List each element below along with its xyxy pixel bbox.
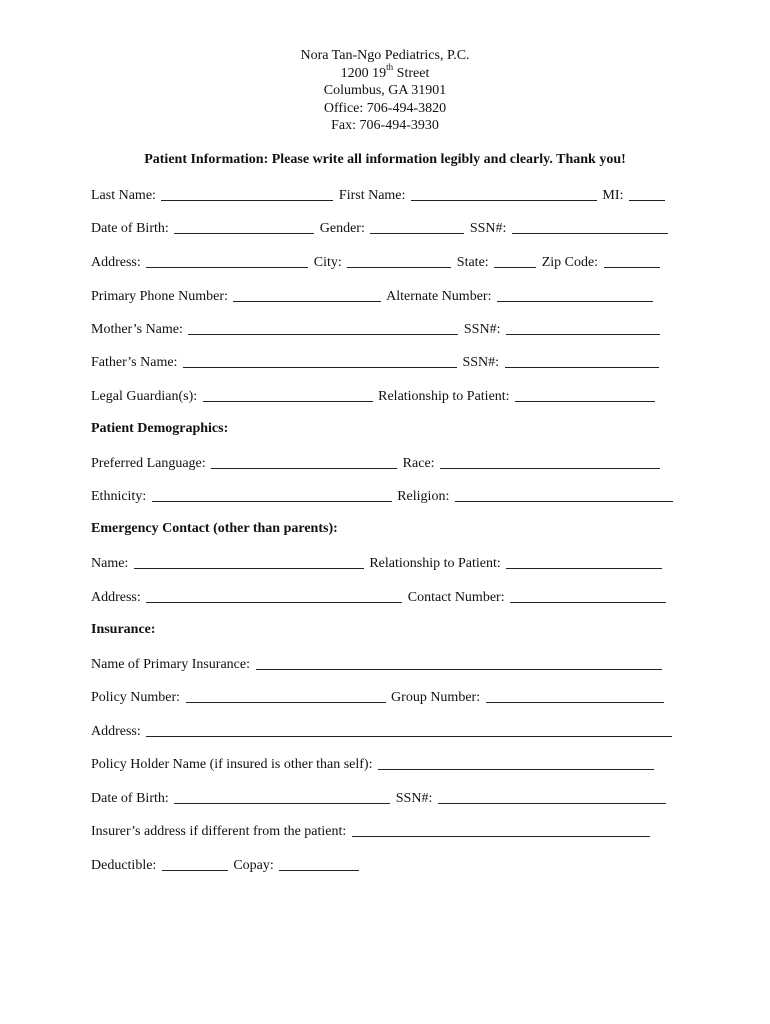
row-ethnicity <box>91 488 691 505</box>
emergency-address-field[interactable] <box>146 589 402 603</box>
primary-insurance-label: Name of Primary Insurance: <box>91 657 250 672</box>
row-policy <box>91 689 691 706</box>
holder-ssn-field[interactable] <box>438 790 666 804</box>
holder-ssn-label: SSN#: <box>395 791 433 806</box>
first-name-field[interactable] <box>411 187 597 201</box>
row-emergency-address <box>91 589 691 606</box>
row-patient-name <box>91 187 691 204</box>
city-field[interactable] <box>347 254 451 268</box>
mother-name-field[interactable] <box>188 321 458 335</box>
father-ssn-label: SSN#: <box>462 355 500 370</box>
state-label: State: <box>456 255 489 270</box>
last-name-label: Last Name: <box>91 188 156 203</box>
practice-office-phone: Office: 706-494-3820 <box>323 100 447 116</box>
row-insurer-address <box>91 823 691 840</box>
row-patient-address <box>91 254 691 271</box>
zip-label: Zip Code: <box>541 255 599 270</box>
row-emergency-name <box>91 555 691 572</box>
city-label: City: <box>313 255 342 270</box>
address-field[interactable] <box>146 254 308 268</box>
holder-dob-label: Date of Birth: <box>91 791 169 806</box>
insurer-address-field[interactable] <box>352 823 650 837</box>
father-name-label: Father’s Name: <box>91 355 178 370</box>
row-mother <box>91 321 691 338</box>
dob-field[interactable] <box>174 220 314 234</box>
primary-phone-label: Primary Phone Number: <box>91 289 228 304</box>
policy-holder-label: Policy Holder Name (if insured is other than self): <box>91 757 373 772</box>
state-field[interactable] <box>494 254 536 268</box>
demographics-heading: Patient Demographics: <box>91 421 229 436</box>
group-number-field[interactable] <box>486 689 664 703</box>
father-name-field[interactable] <box>183 354 457 368</box>
guardian-relationship-field[interactable] <box>515 388 655 402</box>
row-insurance-address <box>91 723 691 740</box>
ethnicity-field[interactable] <box>152 488 392 502</box>
row-holder-dob <box>91 790 691 807</box>
guardian-label: Legal Guardian(s): <box>91 389 198 404</box>
insurance-address-field[interactable] <box>146 723 672 737</box>
alternate-number-label: Alternate Number: <box>386 289 492 304</box>
group-number-label: Group Number: <box>391 690 481 705</box>
alternate-number-field[interactable] <box>497 288 653 302</box>
gender-label: Gender: <box>319 221 365 236</box>
policy-number-label: Policy Number: <box>91 690 181 705</box>
emergency-contact-number-field[interactable] <box>510 589 666 603</box>
zip-field[interactable] <box>604 254 660 268</box>
practice-street <box>0 61 770 83</box>
guardian-relationship-label: Relationship to Patient: <box>378 389 510 404</box>
ssn-field[interactable] <box>512 220 668 234</box>
language-field[interactable] <box>211 455 397 469</box>
deductible-label: Deductible: <box>91 858 157 873</box>
deductible-field[interactable] <box>162 857 228 871</box>
emergency-address-label: Address: <box>91 590 141 605</box>
address-label: Address: <box>91 255 141 270</box>
mother-ssn-label: SSN#: <box>463 322 501 337</box>
row-phones <box>91 288 691 305</box>
row-policy-holder <box>91 756 691 773</box>
insurance-heading: Insurance: <box>91 622 156 637</box>
father-ssn-field[interactable] <box>505 354 659 368</box>
emergency-relationship-field[interactable] <box>506 555 662 569</box>
insurance-address-label: Address: <box>91 724 141 739</box>
mi-field[interactable] <box>629 187 665 201</box>
gender-field[interactable] <box>370 220 464 234</box>
mother-ssn-field[interactable] <box>506 321 660 335</box>
street-name: Street <box>393 65 430 81</box>
last-name-field[interactable] <box>161 187 333 201</box>
policy-number-field[interactable] <box>186 689 386 703</box>
emergency-name-field[interactable] <box>134 555 364 569</box>
religion-label: Religion: <box>397 489 450 504</box>
street-suffix: th <box>386 61 394 72</box>
row-father <box>91 354 691 371</box>
emergency-heading: Emergency Contact (other than parents): <box>91 521 338 536</box>
intro-instruction: Patient Information: Please write all information legibly and clearly. Thank you! <box>144 152 626 167</box>
street-number: 1200 19 <box>340 65 387 81</box>
race-label: Race: <box>402 456 435 471</box>
emergency-relationship-label: Relationship to Patient: <box>369 556 501 571</box>
ssn-label: SSN#: <box>469 221 507 236</box>
row-deductible <box>91 857 691 874</box>
copay-label: Copay: <box>233 858 274 873</box>
religion-field[interactable] <box>455 488 673 502</box>
ethnicity-label: Ethnicity: <box>91 489 147 504</box>
row-language <box>91 455 691 472</box>
emergency-name-label: Name: <box>91 556 129 571</box>
holder-dob-field[interactable] <box>174 790 390 804</box>
dob-label: Date of Birth: <box>91 221 169 236</box>
mother-name-label: Mother’s Name: <box>91 322 183 337</box>
race-field[interactable] <box>440 455 660 469</box>
primary-insurance-field[interactable] <box>256 656 662 670</box>
mi-label: MI: <box>602 188 624 203</box>
copay-field[interactable] <box>279 857 359 871</box>
practice-fax: Fax: 706-494-3930 <box>331 118 439 133</box>
row-guardian <box>91 388 691 405</box>
practice-city-line: Columbus, GA 31901 <box>323 83 447 98</box>
row-patient-dob <box>91 220 691 237</box>
guardian-field[interactable] <box>203 388 373 402</box>
first-name-label: First Name: <box>338 188 406 203</box>
insurer-address-label: Insurer’s address if different from the patient: <box>91 824 347 839</box>
language-label: Preferred Language: <box>91 456 206 471</box>
practice-name: Nora Tan-Ngo Pediatrics, P.C. <box>300 48 470 63</box>
primary-phone-field[interactable] <box>233 288 381 302</box>
emergency-contact-number-label: Contact Number: <box>407 590 505 605</box>
policy-holder-field[interactable] <box>378 756 654 770</box>
row-primary-insurance <box>91 656 691 673</box>
practice-header <box>0 47 770 135</box>
